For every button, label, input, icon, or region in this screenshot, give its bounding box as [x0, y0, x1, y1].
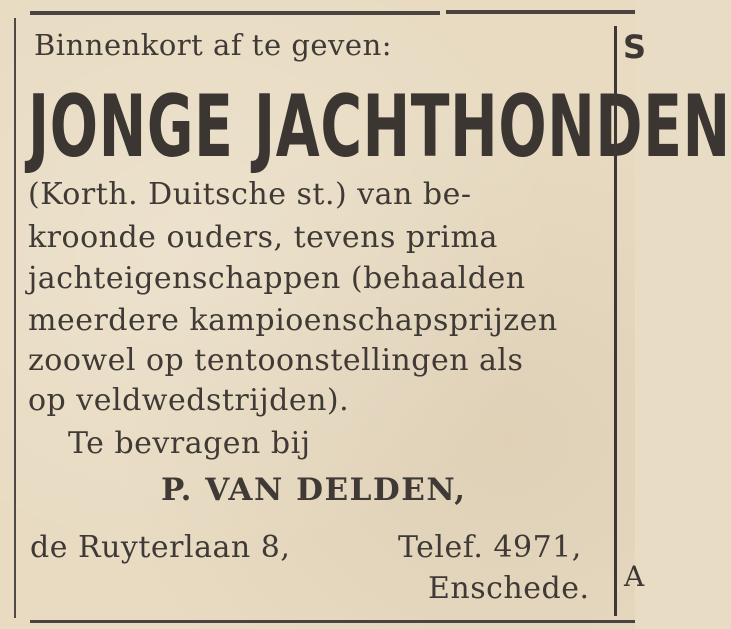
advertiser-address: de Ruyterlaan 8, — [30, 530, 291, 565]
adjacent-column-border — [614, 26, 638, 616]
advertiser-name: P. VAN DELDEN, — [161, 472, 467, 508]
ad-body-line: kroonde ouders, tevens prima — [28, 220, 498, 255]
top-rule-left — [30, 11, 440, 15]
ad-body-line: meerdere kampioenschapsprijzen — [28, 303, 558, 338]
classified-ad — [14, 18, 731, 618]
adjacent-column-fragment-bottom: A — [624, 560, 645, 593]
ad-body-line: zoowel op tentoonstellingen als — [28, 343, 524, 378]
ad-intro: Binnenkort af te geven: — [34, 28, 393, 62]
ad-body-line: op veldwedstrijden). — [28, 383, 350, 418]
contact-lead: Te bevragen bij — [68, 426, 311, 461]
bottom-rule — [30, 620, 635, 623]
top-rule-right — [446, 10, 635, 14]
ad-headline: JONGE JACHTHONDEN — [28, 77, 731, 177]
advertiser-city: Enschede. — [428, 571, 590, 606]
advertiser-phone: Telef. 4971, — [398, 530, 582, 565]
ad-body-line: jachteigenschappen (behaalden — [28, 261, 526, 296]
adjacent-column-fragment-top: S — [623, 28, 647, 66]
ad-body-line: (Korth. Duitsche st.) van be- — [28, 177, 472, 212]
